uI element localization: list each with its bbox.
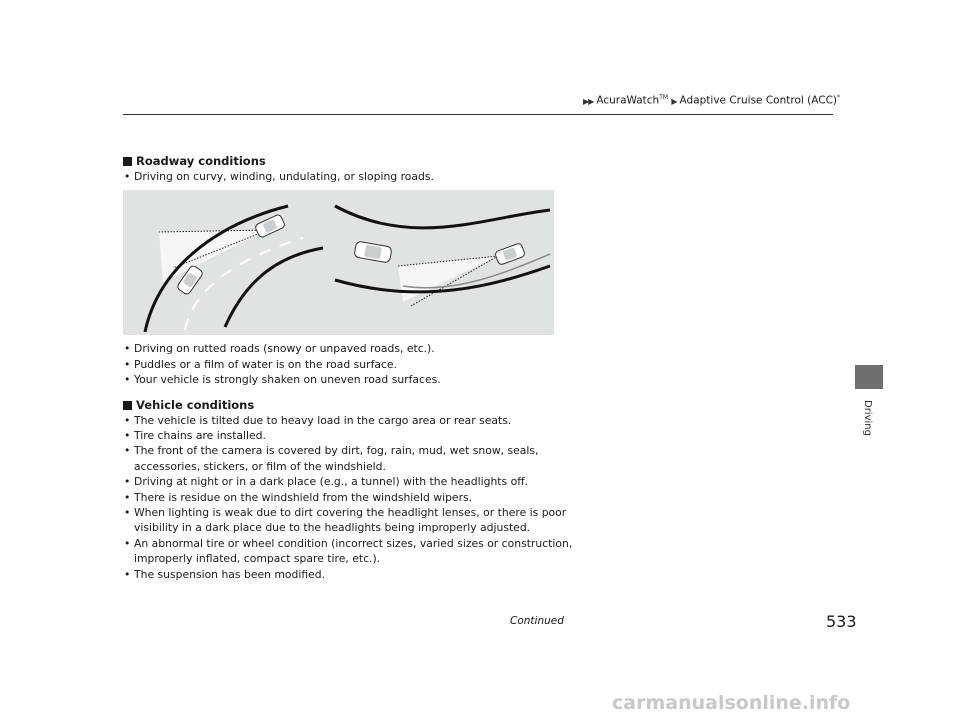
breadcrumb-acc[interactable]: Adaptive Cruise Control (ACC) <box>679 94 837 107</box>
breadcrumb-arrow-icon: ▶▶ <box>583 96 594 106</box>
trademark-sup: TM <box>659 94 669 101</box>
vehicle-title: Vehicle conditions <box>136 397 255 412</box>
page-number: 533 <box>826 612 857 631</box>
breadcrumb-acurawatch[interactable]: AcuraWatch <box>596 94 660 107</box>
side-tab-label: Driving <box>862 400 873 436</box>
square-bullet-icon <box>123 401 132 410</box>
roadway-heading <box>123 153 563 169</box>
list-item: • Driving on rutted roads (snowy or unpaved roads, etc.). <box>123 341 563 356</box>
square-bullet-icon <box>123 157 132 166</box>
curvy-road-illustration <box>123 190 554 335</box>
roadway-list-bottom <box>123 341 563 387</box>
list-item: • Your vehicle is strongly shaken on uneven road surfaces. <box>123 372 563 387</box>
list-item: • The vehicle is tilted due to heavy load in the cargo area or rear seats. <box>123 413 563 428</box>
roadway-list-top <box>123 169 563 184</box>
list-item: • An abnormal tire or wheel condition (incorrect sizes, varied sizes or construction, <box>123 536 563 551</box>
list-item-continuation: improperly inflated, compact spare tire, etc.). <box>134 552 381 566</box>
list-item: • Tire chains are installed. <box>123 428 563 443</box>
list-item: • The front of the camera is covered by dirt, fog, rain, mud, wet snow, seals, <box>123 443 563 458</box>
list-item-continuation: visibility in a dark place due to the headlights being improperly adjusted. <box>134 521 531 535</box>
road-figure-svg <box>123 190 554 335</box>
list-item: • There is residue on the windshield from the windshield wipers. <box>123 490 563 505</box>
list-item: • When lighting is weak due to dirt covering the headlight lenses, or there is poor <box>123 505 563 520</box>
asterisk-sup: * <box>837 94 840 101</box>
side-tab-marker <box>855 365 883 389</box>
list-item-continuation: accessories, stickers, or film of the windshield. <box>134 459 386 473</box>
breadcrumb <box>583 94 840 107</box>
header-rule <box>123 114 833 115</box>
list-item: • Puddles or a film of water is on the road surface. <box>123 357 563 372</box>
list-item: • The suspension has been modified. <box>123 567 563 582</box>
watermark-text: carmanualsonline.info <box>612 692 851 714</box>
list-item: • Driving at night or in a dark place (e.g., a tunnel) with the headlights off. <box>123 474 563 489</box>
vehicle-list <box>123 413 573 582</box>
main-content <box>123 153 573 582</box>
roadway-title: Roadway conditions <box>136 154 266 168</box>
list-item: • Driving on curvy, winding, undulating, or sloping roads. <box>123 169 563 184</box>
breadcrumb-arrow-icon: ▶ <box>671 96 677 106</box>
continued-label: Continued <box>510 615 564 627</box>
vehicle-heading <box>123 397 563 413</box>
